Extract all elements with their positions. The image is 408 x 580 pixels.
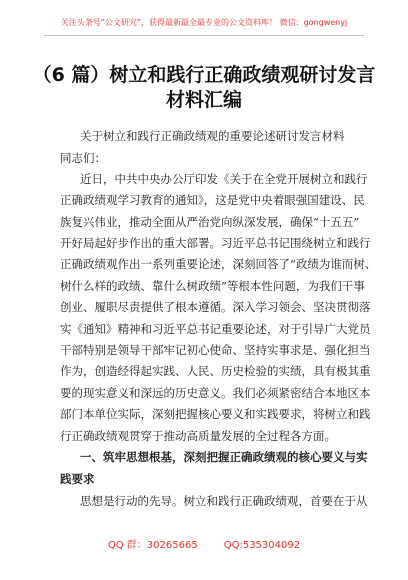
body-line: 要的现实意义和深远的历史意义。我们必须紧密结合本地区本 [60,386,371,400]
document-title-line-2: 材料汇编 [165,89,242,111]
footer-contact [0,536,408,551]
body-line: 干部特别是领导干部牢记初心使命、坚持实事求是、强化担当 [60,343,371,357]
body-line: 作为，创造经得起实践、人民、历史检验的实绩，具有极其重 [60,364,371,378]
body-line: 创业、履职尽责提供了根本遵循。深入学习领会、坚决贯彻落 [60,300,371,314]
header-banner: 关注头条号“公文研究”，获得最新最全最专业的公文资料库！ 微信：gongwenyj [60,18,348,27]
body-line: 族复兴伟业，推动全面从严治党向纵深发展，确保“十五五” [60,215,360,229]
body-line: 行正确政绩观贯穿于推动高质量发展的全过程各方面。 [60,429,336,443]
body-line: 正确政绩观学习教育的通知》，这是党中央着眼强国建设、民 [60,193,365,207]
footer-qq-group: QQ 群：30265665 [107,540,198,551]
header-rule [44,35,364,36]
body-line: 近日，中共中央办公厅印发《关于在全党开展树立和践行 [80,172,368,186]
body-line: 关于树立和践行正确政绩观的重要论述研讨发言材料 [80,129,345,143]
section-heading-continuation: 践要求 [60,472,95,486]
body-line: 开好局起好步作出的重大部署。习近平总书记围绕树立和践行 [60,236,371,250]
document-title-line-1: （6 篇）树立和践行正确政绩观研讨发言 [32,64,376,86]
body-line: 部门本单位实际，深刻把握核心要义和实践要求，将树立和践 [60,407,371,421]
section-heading: 一、筑牢思想根基，深刻把握正确政绩观的核心要义与实 [80,450,368,464]
body-line: 树什么样的政绩、靠什么树政绩”等根本性问题，为我们干事 [60,279,365,293]
footer-qq-number: QQ:535304092 [223,540,301,551]
body-line: 实《通知》精神和习近平总书记重要论述，对于引导广大党员 [60,322,371,336]
body-line: 思想是行动的先导。树立和践行正确政绩观，首要在于从 [80,494,368,508]
body-line: 正确政绩观作出一系列重要论述，深刻回答了“政绩为谁而树、 [60,257,377,271]
salutation: 同志们： [60,151,106,165]
